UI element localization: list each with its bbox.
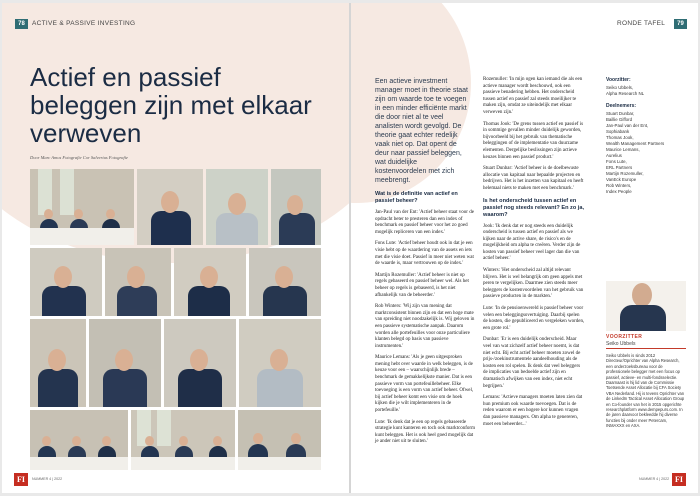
- portrait-photo: [249, 248, 321, 316]
- voorzitter-name: Seiko Ubbels: [606, 341, 636, 347]
- list-item: Aurelius: [606, 153, 622, 158]
- paragraph: Lute: 'In de pensioenwereld is passief beheer voor velen een beleggingsovertuiging. Daarbij spelen de kosten, die gepubliceerd en vergeleken worden, een grote rol.': [483, 306, 585, 331]
- list-item: Seiko Ubbels,: [606, 85, 634, 90]
- portrait-photo: [105, 248, 171, 316]
- right-page: [351, 3, 698, 493]
- list-item: Stuart Dunbar,: [606, 111, 635, 116]
- list-item: Sophiabank: [606, 129, 630, 134]
- page-number-badge: 78: [15, 19, 28, 29]
- list-item: Alpha Research NL: [606, 91, 645, 96]
- paragraph: Martijn Rozemuller: 'Actief beheer is niet op regels gebaseerd en passief beheer wel. Als het beheer op regels is gebaseerd, is het niet afhankelijk van de beheerder.': [375, 272, 469, 298]
- deelnemers-list: [606, 111, 686, 195]
- list-item: Wealth Management Partners: [606, 141, 665, 146]
- group-photo: [238, 410, 321, 470]
- article-title: Actief en passief beleggen zijn met elkaar verweven: [30, 62, 312, 148]
- paragraph: Fons Lute: 'Actief beheer houdt ook in dat je een visie hebt op de waardering van de assets en iets met die visie doet. Passief in meer niet weten wat de waarde is, maar vertrouwen op de index.': [375, 241, 474, 267]
- participants-sidebar: [606, 77, 686, 195]
- voorzitter-label: VOORZITTER: [606, 334, 643, 340]
- divider: [606, 348, 686, 349]
- paragraph: Winters: 'Het onderscheid zal altijd relevant blijven. Het is wel belangrijk om geen appels met peren te vergelijken. Daarmee zien steeds meer beleggers de kostenvoordelen van het gebruik van passieve producten in de markten.': [483, 268, 584, 300]
- list-item: Jan-Paul van der Ent,: [606, 123, 649, 128]
- issue-footer: NUMMER 4 | 2022: [32, 477, 63, 481]
- issue-footer: NUMMER 4 | 2022: [639, 477, 670, 481]
- portrait-photo: [30, 248, 102, 316]
- paragraph: Dunbar: 'Er is een duidelijk onderscheid. Maar veel van wat zichzelf actief beheer noemt, is dat niet echt. Bij echt actief beheer moeten zowel de prijs-/zoekinstrumentele aandeelhouding als de kosten een rol spelen. Ik denk dat veel beleggers de implicaties van bedoelde actief zijn en dramatisch afwijken van een index, niet echt begrijpen.': [483, 337, 581, 389]
- portrait-photo: [30, 319, 86, 407]
- fi-logo: FI: [672, 473, 686, 486]
- portrait-photo: [174, 248, 246, 316]
- portrait-photo: [164, 319, 236, 407]
- group-photo: [131, 410, 235, 470]
- paragraph: Lemans: 'Actieve managers moeten laten zien dat hun premium ook waarde toevoegen. Dat is de reden waarom er een hogere kor kunnen vragen dan passieve managers. Om alpha te genereren, moet een beheerder...': [483, 395, 583, 427]
- question-heading: Wat is de definitie van actief en passief beheer?: [375, 191, 458, 204]
- paragraph: Jan-Paul van der Ent: 'Actief beheer staat voor de opdracht beter te presteren dan een index of benchmark en passief beheer voor het zo goed mogelijk repliceren van een index.': [375, 210, 474, 235]
- deelnemers-heading: Deelnemers:: [606, 103, 637, 109]
- chair-bio: Seiko Ubbels is sinds 2012 Directeur/Oprichter van Alpha Research, een onderzoeksbureau voor de professionele belegger met een focus op passief, actieve- en multi-fondsselectie. Daarnaast is hij lid van de Commissie Toetsende Asset Allocatie bij CFA Society VBA Nederland. Hij is tevens Oprichter van de LinkedIn Tactical Asset Allocation Group en Co-founder van het in 2015 opgerichte researchplatform www.dempepurs.com. In de jaren daarvoor bekleedde hij diverse functies bij onder meer Petercam, INMAXXX en AXA.: [606, 353, 685, 429]
- list-item: Baillie Gifford: [606, 117, 633, 122]
- paragraph: Lute: 'Ik denk dat je een op regels gebaseerde strategie kunt kanteren en toch ook marktconform kunt beleggen. Het is ook heel goed mogelijk dat je ander niet uit te sluiten.': [375, 419, 475, 445]
- paragraph: Stuart Dunbar: 'Actief beheer is de doelbewuste allocatie van kapitaal naar bepaalde projecten en bedrijven. Het is het inzetten van kapitaal en heeft helemaal niets te maken met een benchmark.': [483, 166, 584, 191]
- list-item: Rob Winters,: [606, 183, 632, 188]
- list-item: Thomas Jook,: [606, 135, 634, 140]
- portrait-photo: [271, 169, 321, 245]
- paragraph: Rob Winters: 'Wij zijn van mening dat marktconsistent binnen zijn en dat een hoge mate van spreiding niet noodzakelijk is. Wij geloven in een passieve systematische aanpak. Daarom worden alle portefeuilles voor onze particuliere klanten belegd op basis van passieve instrumenten.': [375, 304, 475, 349]
- text-column-2: [483, 77, 585, 433]
- section-label: RONDE TAFEL: [617, 20, 666, 27]
- paragraph: Thomas Jook: 'De grens tussen actief en passief is in sommige gevallen minder duidelijk geworden, bijvoorbeeld bij het gebruik van thematische beleggingen of de implementatie van duurzame elementen. Dergelijke beslissingen zijn actieve keuzes binnen een passief product.': [483, 121, 584, 160]
- portrait-photo: [239, 319, 321, 407]
- page-number-badge: 79: [674, 19, 687, 29]
- voorzitter-list: [606, 85, 686, 97]
- portrait-photo: [137, 169, 203, 245]
- portrait-photo: [89, 319, 161, 407]
- list-item: Martijn Rozemuller,: [606, 171, 644, 176]
- list-item: Maurice Lemans,: [606, 147, 640, 152]
- list-item: ERL Partners: [606, 165, 633, 170]
- article-intro: Een actieve investment manager moet in theorie staat zijn om waarde toe te voegen in een minder efficiënte markt die door niet al te veel analisten wordt gevolgd. De theorie gaat echter redelijk vaak niet op. Dat opent de deur naar passief beleggen, wat duidelijke kostenvoordelen met zich meebrengt.: [375, 78, 468, 184]
- list-item: VanEck Europe: [606, 177, 637, 182]
- section-label: ACTIVE & PASSIVE INVESTING: [32, 20, 136, 27]
- left-page: [2, 3, 349, 493]
- paragraph: Jook: 'Ik denk dat er nog steeds een duidelijk onderscheid is tussen actief en passief als we kijken naar de active share, de risico's en de mogelijkheid om alpha te creëren. Verder zijn de kosten van passief beheer veel lager dan die van actief beheer.': [483, 223, 581, 262]
- paragraph: Rozemuller: 'In mijn ogen kan iemand die als een actieve manager wordt beschouwd, ook een passieve benadering hebben. Het onderscheid tussen actief en passief zal steeds moeilijker te maken zijn, omdat ze uiteindelijk met elkaar verweven zijn.': [483, 77, 583, 115]
- question-heading: Is het onderscheid tussen actief en passief nog steeds relevant? En zo ja, waarom?: [483, 197, 585, 218]
- group-photo: [30, 410, 128, 470]
- paragraph: Maurice Lemans: 'Als je geen uitgesproken mening hebt over waarde in welk beleggen, is de keuze voor een – waarschijnlijk brede – benchmark de gemakkelijkste manier. Dat is een passieve vorm van portefeuillebeheer. Elke toevoeging is een vorm van actief beheer. Ofwel, bij actief beheer komt een visie om de hoek kijken die je wilt implementeren in de portefeuille.': [375, 355, 474, 414]
- list-item: Index People: [606, 189, 632, 194]
- portrait-photo: [206, 169, 268, 245]
- voorzitter-heading: Voorzitter:: [606, 77, 631, 83]
- text-column-1: [375, 191, 475, 451]
- fi-logo: FI: [14, 473, 28, 486]
- magazine-spread: [2, 3, 698, 493]
- chair-portrait: [606, 281, 686, 331]
- group-photo: [30, 169, 134, 245]
- author-credit: Door Marc Amos Fotografie Cor Salverius Fotografie: [30, 155, 128, 160]
- list-item: Fons Lute,: [606, 159, 627, 164]
